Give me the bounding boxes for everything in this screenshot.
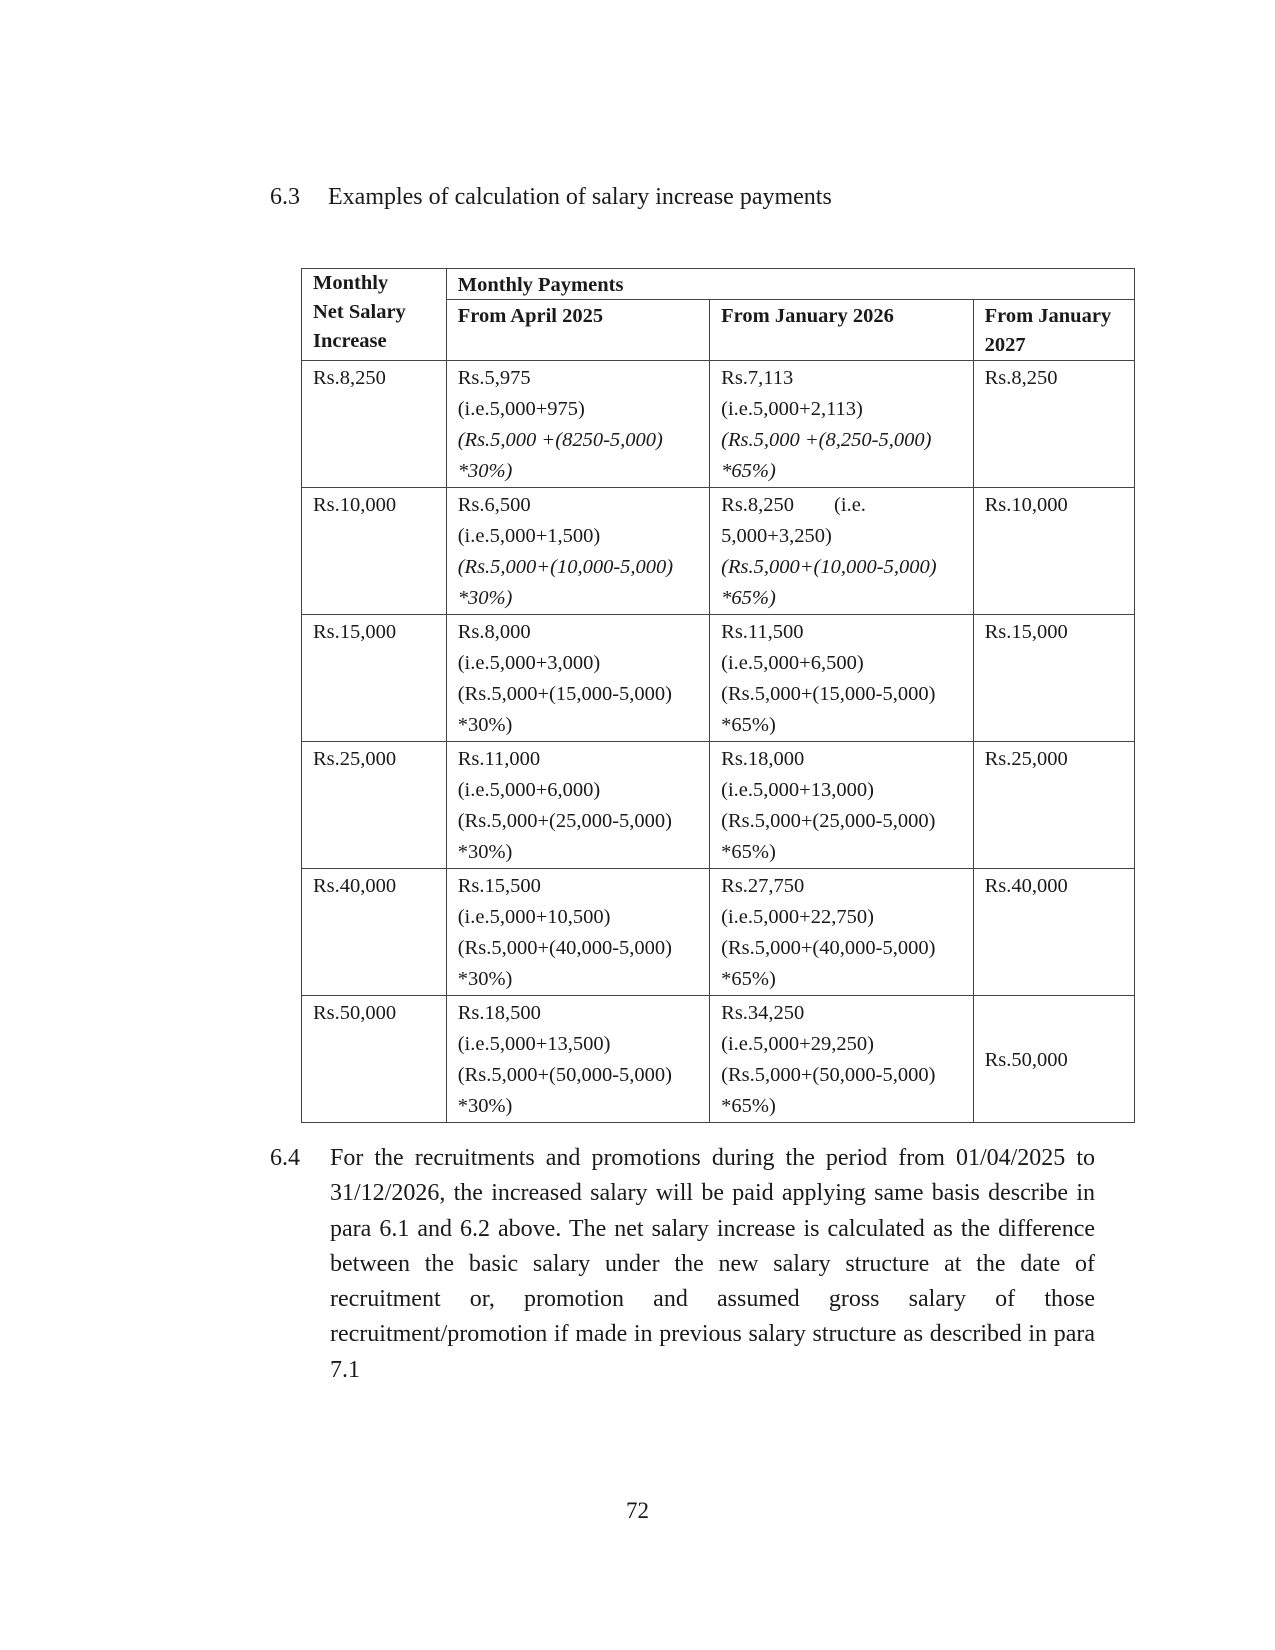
- paragraph-number: 6.4: [270, 1145, 300, 1171]
- table-row: [302, 361, 1135, 488]
- salary-increase-table: [301, 268, 1135, 1123]
- section-number: 6.3: [270, 184, 300, 210]
- april-2025-cell: Rs.8,000 (i.e.5,000+3,000) (Rs.5,000+(15,000-5,000) *30%): [446, 615, 709, 742]
- increase-cell: Rs.40,000: [302, 869, 447, 996]
- paragraph-text: For the recruitments and promotions during the period from 01/04/2025 to 31/12/2026, the increased salary will be paid applying same basis describe in para 6.1 and 6.2 above. The net salary increase is calculated as the difference between the basic salary under the new salary structure at the date of recruitment or, promotion and assumed gross salary of those recruitment/promotion if made in previous salary structure as described in para 7.1: [330, 1145, 1095, 1383]
- table-row: [302, 869, 1135, 996]
- april-2025-cell: Rs.18,500 (i.e.5,000+13,500) (Rs.5,000+(50,000-5,000) *30%): [446, 996, 709, 1123]
- table-row: [302, 742, 1135, 869]
- jan-2026-cell: Rs.11,500 (i.e.5,000+6,500) (Rs.5,000+(15,000-5,000) *65%): [710, 615, 973, 742]
- april-2025-cell: Rs.15,500 (i.e.5,000+10,500) (Rs.5,000+(40,000-5,000) *30%): [446, 869, 709, 996]
- jan-2027-cell: Rs.25,000: [973, 742, 1134, 869]
- jan-2026-cell: Rs.18,000 (i.e.5,000+13,000) (Rs.5,000+(25,000-5,000) *65%): [710, 742, 973, 869]
- jan-2027-cell: Rs.15,000: [973, 615, 1134, 742]
- jan-2026-cell: Rs.8,250 (i.e. 5,000+3,250) (Rs.5,000+(10,000-5,000) *65%): [710, 488, 973, 615]
- header-from-january-2026: From January 2026: [710, 300, 973, 361]
- table-row: [302, 996, 1135, 1123]
- paragraph-6-4: [270, 1141, 1095, 1388]
- april-2025-cell: Rs.11,000 (i.e.5,000+6,000) (Rs.5,000+(25,000-5,000) *30%): [446, 742, 709, 869]
- increase-cell: Rs.25,000: [302, 742, 447, 869]
- header-from-april-2025: From April 2025: [446, 300, 709, 361]
- jan-2027-cell: Rs.8,250: [973, 361, 1134, 488]
- section-heading: [270, 184, 832, 211]
- table-row: [302, 615, 1135, 742]
- increase-cell: Rs.15,000: [302, 615, 447, 742]
- header-monthly-payments: Monthly Payments: [446, 269, 1134, 300]
- increase-cell: Rs.8,250: [302, 361, 447, 488]
- header-from-january-2027: From January 2027: [973, 300, 1134, 361]
- header-net-salary-increase: Monthly Net Salary Increase: [302, 269, 447, 361]
- increase-cell: Rs.10,000: [302, 488, 447, 615]
- jan-2027-cell: Rs.50,000: [973, 996, 1134, 1123]
- jan-2027-cell: Rs.40,000: [973, 869, 1134, 996]
- april-2025-cell: Rs.5,975 (i.e.5,000+975) (Rs.5,000 +(8250-5,000) *30%): [446, 361, 709, 488]
- jan-2026-cell: Rs.27,750 (i.e.5,000+22,750) (Rs.5,000+(40,000-5,000) *65%): [710, 869, 973, 996]
- jan-2026-cell: Rs.7,113 (i.e.5,000+2,113) (Rs.5,000 +(8,250-5,000) *65%): [710, 361, 973, 488]
- increase-cell: Rs.50,000: [302, 996, 447, 1123]
- table-row: [302, 488, 1135, 615]
- section-title: Examples of calculation of salary increase payments: [328, 184, 832, 210]
- jan-2026-cell: Rs.34,250 (i.e.5,000+29,250) (Rs.5,000+(50,000-5,000) *65%): [710, 996, 973, 1123]
- page-number: 72: [626, 1498, 649, 1523]
- jan-2027-cell: Rs.10,000: [973, 488, 1134, 615]
- table-header-row: [302, 269, 1135, 300]
- april-2025-cell: Rs.6,500 (i.e.5,000+1,500) (Rs.5,000+(10,000-5,000) *30%): [446, 488, 709, 615]
